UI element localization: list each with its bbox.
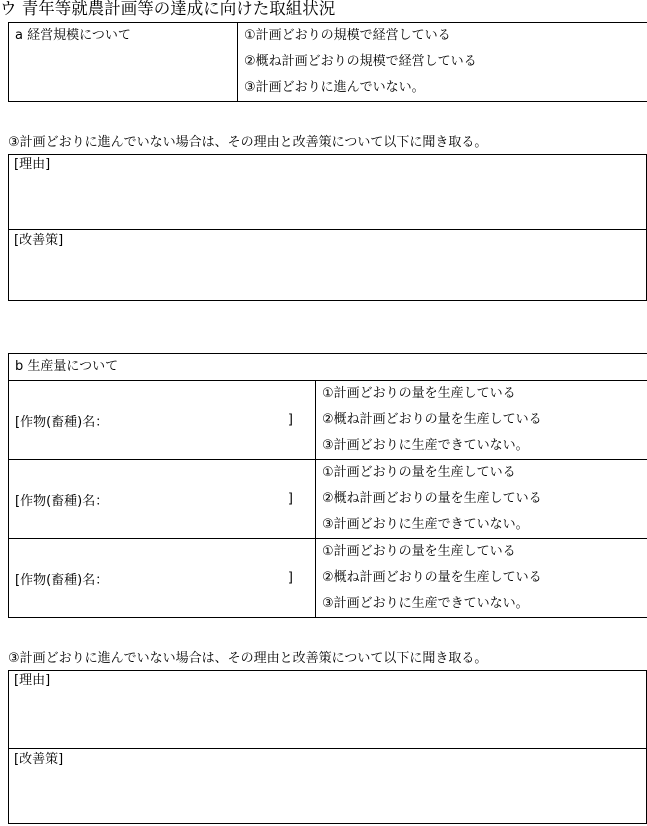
crop-name-label: [作物(畜種)名： [15,414,109,430]
production-header [9,354,647,381]
measure-label: [改善策] [14,233,64,248]
production-followup-box [8,670,647,824]
crop-name-label: [作物(畜種)名： [15,572,109,588]
crop-name-cell[interactable] [9,539,316,618]
production-option-3[interactable]: ③計画どおりに生産できていない。 [322,596,529,611]
scale-table [8,22,647,102]
production-option-1[interactable]: ①計画どおりの量を生産している [322,465,516,480]
production-option-3[interactable]: ③計画どおりに生産できていない。 [322,438,529,453]
crop-name-cell[interactable] [9,381,316,460]
scale-instruction: ③計画どおりに進んでいない場合は、その理由と改善策について以下に聞き取る。 [8,135,488,150]
production-option-2[interactable]: ②概ね計画どおりの量を生産している [322,570,542,585]
crop-options-cell [316,539,647,618]
divider [9,748,646,749]
production-option-1[interactable]: ①計画どおりの量を生産している [322,544,516,559]
reason-label: [理由] [14,673,51,688]
reason-label: [理由] [14,157,51,172]
bracket-close: ] [287,412,293,428]
crop-options-cell [316,460,647,539]
production-option-2[interactable]: ②概ね計画どおりの量を生産している [322,491,542,506]
production-option-2[interactable]: ②概ね計画どおりの量を生産している [322,412,542,427]
production-option-3[interactable]: ③計画どおりに生産できていない。 [322,517,529,532]
crop-row [9,539,647,618]
crop-options-cell [316,381,647,460]
measure-label: [改善策] [14,752,64,767]
crop-name-label: [作物(畜種)名： [15,493,109,509]
production-label: b 生産量について [15,359,119,374]
bracket-close: ] [287,570,293,586]
crop-row [9,381,647,460]
page-title: ウ 青年等就農計画等の達成に向けた取組状況 [0,0,336,18]
scale-label: a 経営規模について [15,28,131,43]
crop-name-cell[interactable] [9,460,316,539]
crop-row [9,460,647,539]
production-instruction: ③計画どおりに進んでいない場合は、その理由と改善策について以下に聞き取る。 [8,651,488,666]
scale-option-3[interactable]: ③計画どおりに進んでいない。 [244,80,425,95]
scale-options-cell [238,23,647,102]
scale-option-1[interactable]: ①計画どおりの規模で経営している [244,28,451,43]
bracket-close: ] [287,491,293,507]
divider [9,229,646,230]
scale-label-cell [9,23,238,102]
scale-option-2[interactable]: ②概ね計画どおりの規模で経営している [244,54,477,69]
scale-followup-box [8,154,647,301]
production-table [8,353,647,618]
production-option-1[interactable]: ①計画どおりの量を生産している [322,386,516,401]
